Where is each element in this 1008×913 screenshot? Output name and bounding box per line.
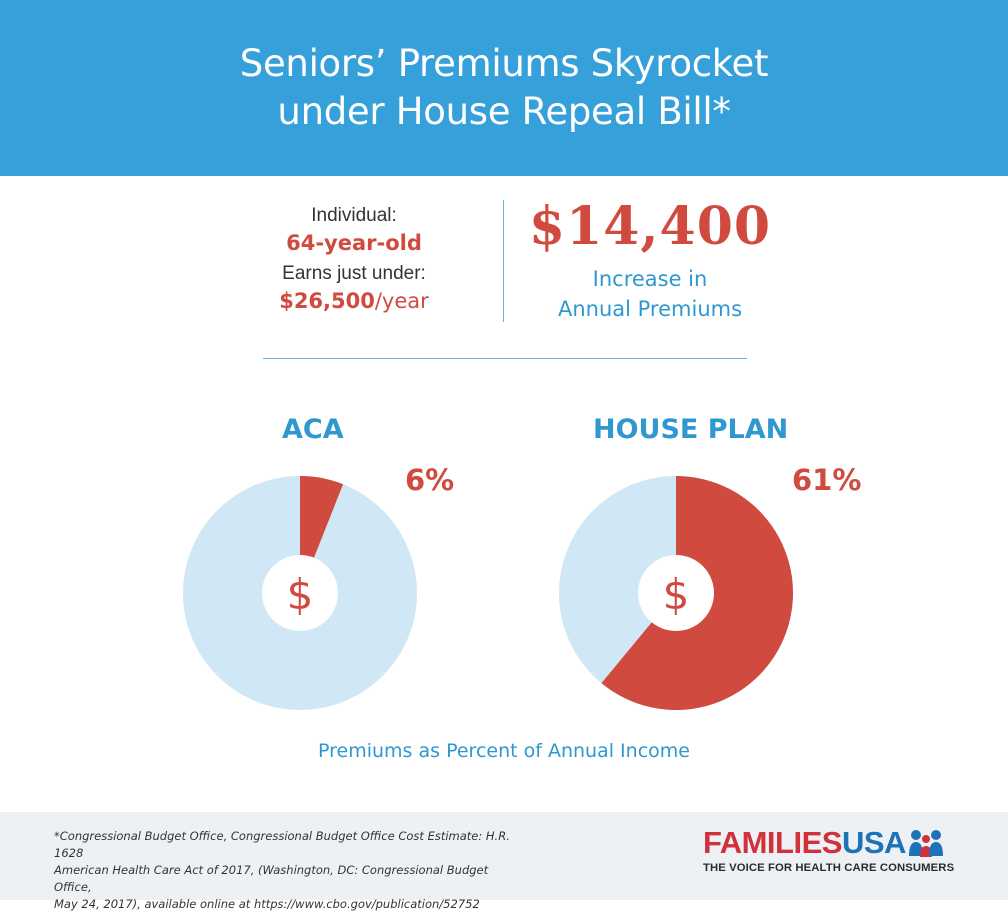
chart-title-house-plan: HOUSE PLAN	[593, 414, 789, 445]
logo-usa-text: USA	[841, 825, 906, 860]
increase-label-line-2: Annual Premiums	[557, 297, 743, 321]
earns-label: Earns just under:	[282, 263, 426, 284]
chart-caption: Premiums as Percent of Annual Income	[318, 740, 690, 762]
income-amount: $26,500	[279, 289, 375, 313]
footnote-line-3: May 24, 2017), available online at https://www.cbo.gov/publication/52752	[54, 897, 480, 911]
logo-tagline: THE VOICE FOR HEALTH CARE CONSUMERS	[703, 862, 955, 874]
families-usa-logo	[703, 826, 973, 874]
dollar-icon: $	[662, 570, 690, 619]
percent-label-aca: 6%	[405, 463, 455, 497]
increase-amount: $14,400	[528, 196, 772, 257]
page-title-line-1: Seniors’ Premiums Skyrocket	[239, 42, 769, 85]
pie-chart-aca	[183, 476, 417, 710]
income-unit: /year	[374, 289, 429, 313]
footnote-line-2: American Health Care Act of 2017, (Washington, DC: Congressional Budget Office,	[54, 863, 489, 894]
footnote-line-1: *Congressional Budget Office, Congressional Budget Office Cost Estimate: H.R. 1628	[54, 829, 510, 860]
dollar-icon: $	[286, 570, 314, 619]
pie-chart-house-plan	[559, 476, 793, 710]
page-title-line-2: under House Repeal Bill*	[277, 90, 731, 133]
logo-families-text: FAMILIES	[703, 825, 842, 860]
age-value: 64-year-old	[286, 231, 422, 255]
footer	[0, 812, 1008, 911]
logo-wordmark	[703, 826, 973, 860]
chart-title-aca: ACA	[282, 414, 344, 445]
increase-label-line-1: Increase in	[592, 267, 708, 291]
individual-label: Individual:	[311, 205, 397, 226]
people-icon	[908, 828, 944, 858]
percent-label-house-plan: 61%	[792, 463, 862, 497]
footnote	[54, 828, 514, 913]
